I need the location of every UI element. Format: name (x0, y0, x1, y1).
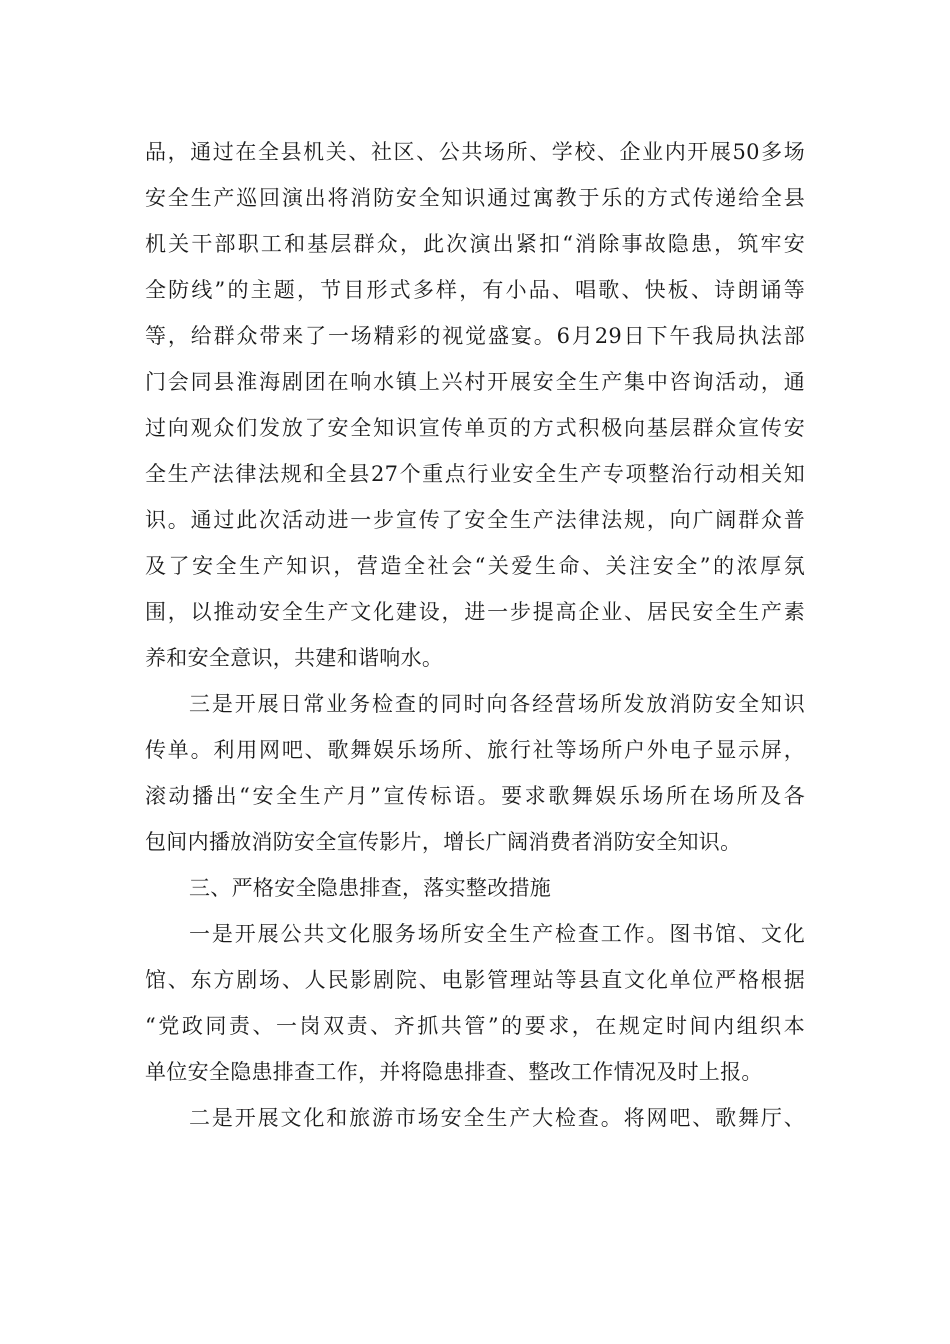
text-line: 围，以推动安全生产文化建设，进一步提高企业、居民安全生产素 (145, 600, 805, 624)
text-line: 一是开展公共文化服务场所安全生产检查工作。图书馆、文化 (189, 922, 805, 946)
text-line: 二是开展文化和旅游市场安全生产大检查。将网吧、歌舞厅、 (189, 1106, 805, 1130)
text-line: 全生产法律法规和全县27个重点行业安全生产专项整治行动相关知 (145, 462, 805, 486)
paragraph-1 (145, 129, 805, 681)
text-line: 门会同县淮海剧团在响水镇上兴村开展安全生产集中咨询活动，通 (145, 370, 805, 394)
paragraph-4 (145, 911, 805, 957)
text-line: 养和安全意识，共建和谐响水。 (145, 646, 444, 670)
text-line: 包间内播放消防安全宣传影片，增长广阔消费者消防安全知识。 (145, 830, 742, 854)
paragraph-4-cont (145, 957, 805, 1095)
text-line: 三是开展日常业务检查的同时向各经营场所发放消防安全知识 (189, 692, 805, 716)
text-line: 全防线”的主题，节目形式多样，有小品、唱歌、快板、诗朗诵等 (145, 278, 805, 302)
text-line: “党政同责、一岗双责、齐抓共管”的要求，在规定时间内组织本 (145, 1014, 805, 1038)
text-line: 过向观众们发放了安全知识宣传单页的方式积极向基层群众宣传安 (145, 416, 805, 440)
text-line: 识。通过此次活动进一步宣传了安全生产法律法规，向广阔群众普 (145, 508, 805, 532)
paragraph-2 (145, 681, 805, 727)
paragraph-5 (145, 1095, 805, 1141)
paragraph-2-cont (145, 727, 805, 865)
text-line: 单位安全隐患排查工作，并将隐患排查、整改工作情况及时上报。 (145, 1060, 763, 1084)
text-line: 馆、东方剧场、人民影剧院、电影管理站等县直文化单位严格根据 (145, 968, 805, 992)
text-line: 机关干部职工和基层群众，此次演出紧扣“消除事故隐患，筑牢安 (145, 232, 805, 256)
text-line: 滚动播出“安全生产月”宣传标语。要求歌舞娱乐场所在场所及各 (145, 784, 805, 808)
text-line: 安全生产巡回演出将消防安全知识通过寓教于乐的方式传递给全县 (145, 186, 805, 210)
text-line: 传单。利用网吧、歌舞娱乐场所、旅行社等场所户外电子显示屏， (145, 738, 805, 762)
document-body (145, 129, 805, 1141)
text-line: 等，给群众带来了一场精彩的视觉盛宴。6月29日下午我局执法部 (145, 324, 805, 348)
section-heading (145, 865, 805, 911)
text-line: 及了安全生产知识，营造全社会“关爱生命、关注安全”的浓厚氛 (145, 554, 805, 578)
text-line: 品，通过在全县机关、社区、公共场所、学校、企业内开展50多场 (145, 140, 805, 164)
heading-line: 三、严格安全隐患排查，落实整改措施 (189, 876, 552, 900)
